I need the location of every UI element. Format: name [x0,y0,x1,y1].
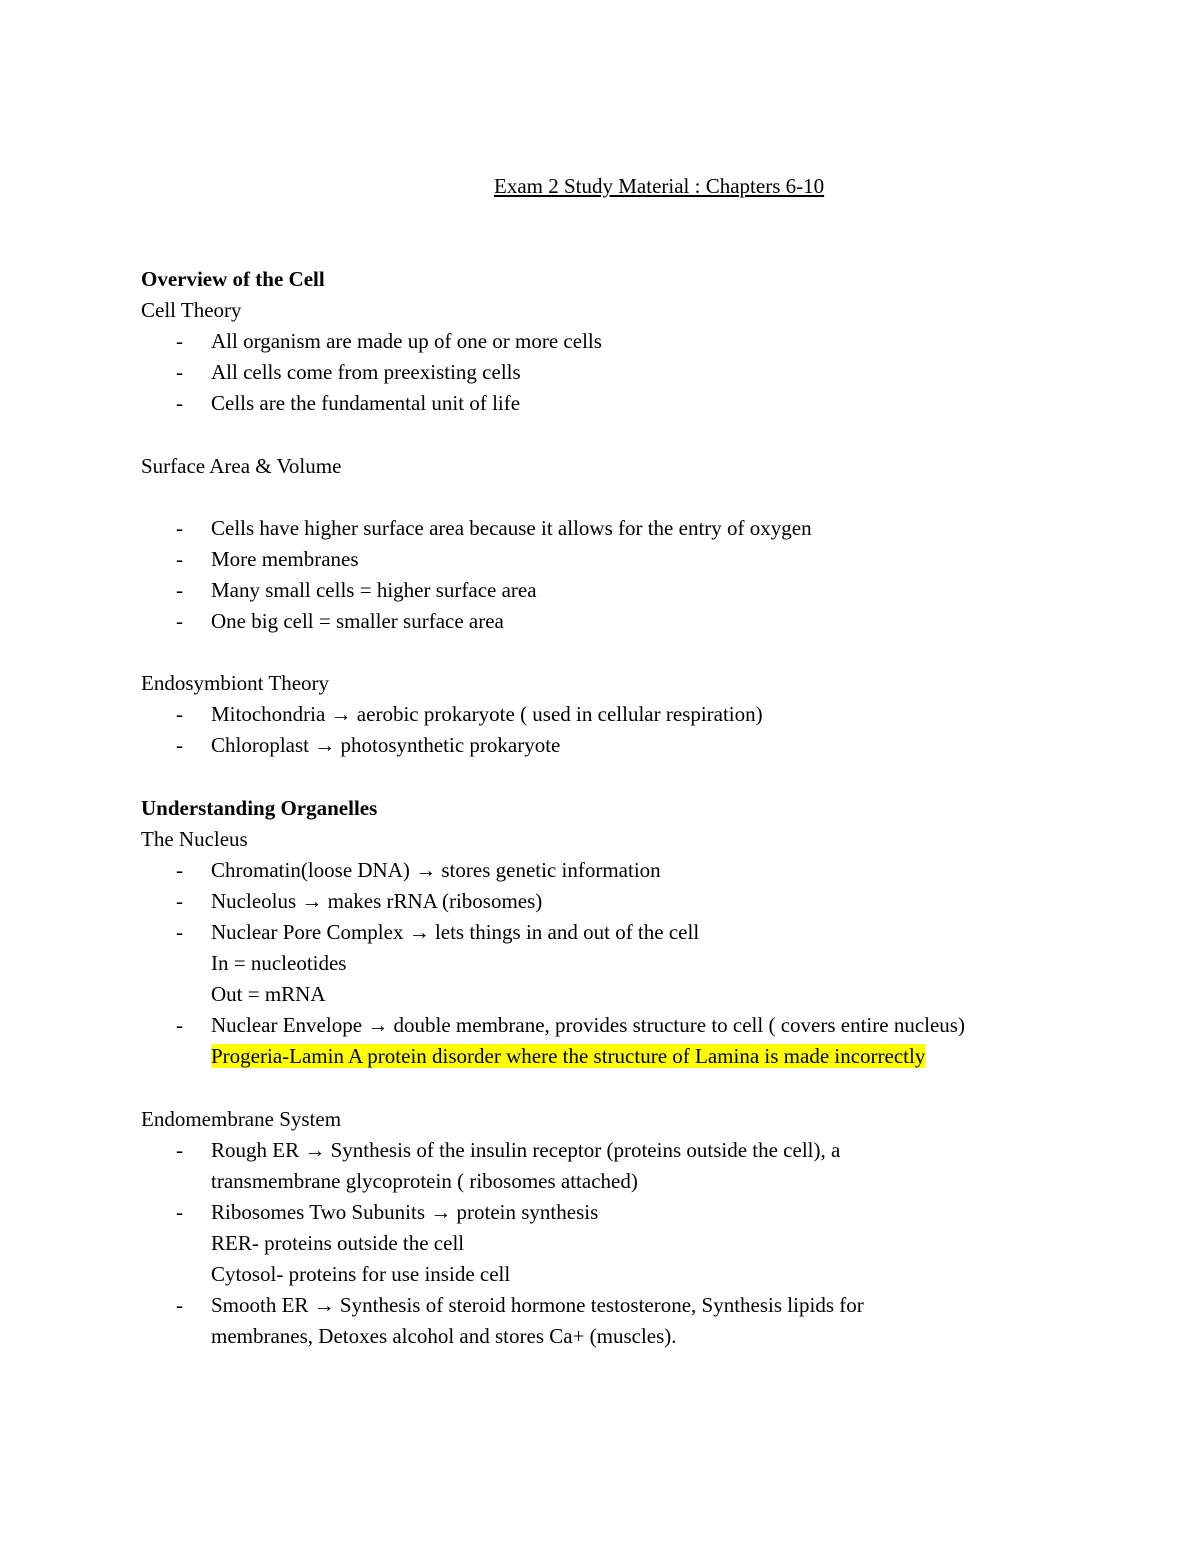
bullet-dash: - [176,919,183,944]
document-title: Exam 2 Study Material : Chapters 6-10 [494,174,825,198]
bullet-dash: - [176,360,183,385]
list-item: - Nuclear Pore Complex → lets things in and out of the cell [141,917,1101,948]
list-item: - Nuclear Envelope → double membrane, provides structure to cell ( covers entire nucleus) [141,1010,1101,1041]
list-item-continuation: In = nucleotides [211,951,347,976]
bullet-dash: - [176,1013,183,1038]
bullet-dash: - [176,577,183,602]
bullet-dash: - [176,329,183,354]
spacer [141,1072,1101,1103]
list-item: - Mitochondria → aerobic prokaryote ( used in cellular respiration) [141,699,1101,730]
list-item: - Smooth ER → Synthesis of steroid hormone testosterone, Synthesis lipids for [141,1290,1101,1321]
list-item-continuation: Cytosol- proteins for use inside cell [211,1262,511,1286]
list-item: - Nucleolus → makes rRNA (ribosomes) [141,886,1101,917]
spacer [141,482,1101,513]
section-heading-overview: Overview of the Cell [141,267,325,291]
list-item: - Cells have higher surface area because it allows for the entry of oxygen [141,513,1101,544]
highlighted-note [141,1041,1101,1072]
list-item: - Rough ER → Synthesis of the insulin receptor (proteins outside the cell), a [141,1135,1101,1166]
subheading-surface-area: Surface Area & Volume [141,453,342,478]
section-heading-organelles: Understanding Organelles [141,795,378,820]
highlight-progeria: Progeria-Lamin A protein disorder where the structure of Lamina is made incorrectly [211,1044,926,1069]
list-item-continuation: membranes, Detoxes alcohol and stores Ca+ (muscles). [211,1324,677,1349]
document-body [141,264,1101,1352]
list-item: - More membranes [141,544,1101,575]
list-item-continuation: RER- proteins outside the cell [211,1230,465,1255]
list-item-continuation: transmembrane glycoprotein ( ribosomes attached) [211,1168,638,1193]
list-item: - Cells are the fundamental unit of life [141,388,1101,419]
list-item: - Many small cells = higher surface area [141,575,1101,606]
list-item: - Chromatin(loose DNA) → stores genetic information [141,855,1101,886]
bullet-dash: - [176,857,183,882]
subheading-endosymbiont: Endosymbiont Theory [141,671,330,696]
bullet-dash: - [176,733,183,758]
list-item: - Ribosomes Two Subunits → protein synthesis [141,1197,1101,1228]
subheading-cell-theory: Cell Theory [141,298,242,323]
bullet-dash: - [176,546,183,571]
subheading-endomembrane: Endomembrane System [141,1106,342,1131]
bullet-dash: - [176,609,183,634]
list-item: - Chloroplast → photosynthetic prokaryote [141,730,1101,761]
spacer [141,762,1101,793]
list-item: - One big cell = smaller surface area [141,606,1101,637]
subheading-nucleus: The Nucleus [141,826,248,851]
spacer [141,419,1101,450]
spacer [141,637,1101,668]
bullet-dash: - [176,515,183,540]
bullet-dash: - [176,702,183,727]
list-item: - All organism are made up of one or more cells [141,326,1101,357]
list-item-continuation: Out = mRNA [211,982,326,1007]
bullet-dash: - [176,391,183,416]
bullet-dash: - [176,1137,183,1162]
list-item: - All cells come from preexisting cells [141,357,1101,388]
bullet-dash: - [176,888,183,913]
bullet-dash: - [176,1293,183,1318]
bullet-dash: - [176,1199,183,1224]
